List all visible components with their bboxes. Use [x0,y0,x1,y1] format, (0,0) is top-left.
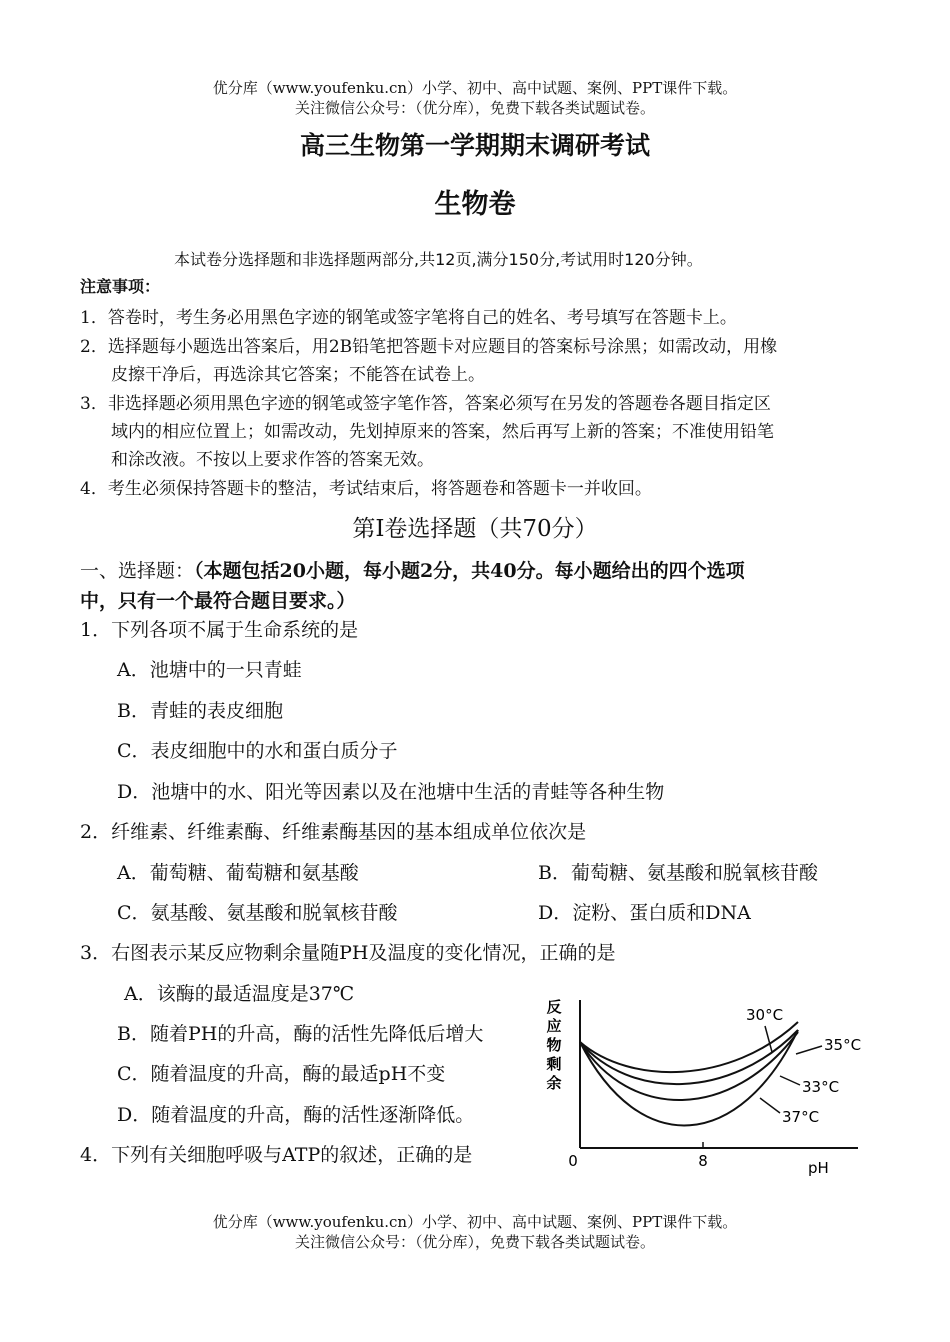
note-item: 和涂改液。不按以上要求作答的答案无效。 [111,450,434,470]
question-option: B．葡萄糖、氨基酸和脱氧核苷酸 [538,862,818,884]
section-title: 第Ⅰ卷选择题（共70分） [352,516,598,542]
part-description-cont: 中，只有一个最符合题目要求。） [80,590,356,612]
series-label: 37°C [782,1108,820,1126]
question-option: C．氨基酸、氨基酸和脱氧核苷酸 [117,902,398,924]
question-option: D．池塘中的水、阳光等因素以及在池塘中生活的青蛙等各种生物 [117,781,665,803]
chart-ylabel [546,998,561,1092]
curve-35c [580,1030,798,1084]
question-stem: 1．下列各项不属于生命系统的是 [80,619,359,641]
x-tick-label: 8 [698,1152,708,1170]
footer-line-2: 关注微信公众号：（优分库），免费下载各类试题试卷。 [294,1233,655,1251]
leader-33c [780,1076,800,1085]
x-tick-label: 0 [568,1152,578,1170]
question-option: C．随着温度的升高，酶的最适pH不变 [117,1063,446,1085]
leader-35c [796,1046,822,1054]
note-item: 域内的相应位置上；如需改动，先划掉原来的答案，然后再写上新的答案；不准使用铅笔 [111,422,774,442]
question-option: B．青蛙的表皮细胞 [117,700,283,722]
question-option: A．池塘中的一只青蛙 [117,659,302,681]
enzyme-chart [540,990,880,1180]
ylabel-char: 物 [546,1036,562,1054]
note-item: 皮擦干净后，再选涂其它答案；不能答在试卷上。 [111,365,485,385]
header-line-2: 关注微信公众号：（优分库），免费下载各类试题试卷。 [294,99,655,117]
note-item: 1．答卷时，考生务必用黑色字迹的钢笔或签字笔将自己的姓名、考号填写在答题卡上。 [80,308,737,328]
page-title: 高三生物第一学期期末调研考试 [299,131,650,160]
leader-37c [760,1098,780,1113]
exam-intro: 本试卷分选择题和非选择题两部分,共12页,满分150分,考试用时120分钟。 [174,250,703,269]
question-option: A．葡萄糖、葡萄糖和氨基酸 [117,862,359,884]
x-axis-label: pH [808,1159,829,1177]
question-option: B．随着PH的升高，酶的活性先降低后增大 [117,1023,484,1045]
question-option: D．淀粉、蛋白质和DNA [538,902,751,924]
footer-line-1: 优分库（www.youfenku.cn）小学、初中、高中试题、案例、PPT课件下载。 [212,1213,738,1231]
series-label: 30°C [746,1006,784,1024]
notes-heading: 注意事项： [80,277,161,296]
series-label: 35°C [824,1036,862,1054]
note-item: 2．选择题每小题选出答案后，用2B铅笔把答题卡对应题目的答案标号涂黑；如需改动，用橡 [80,337,778,357]
ylabel-char: 应 [546,1017,562,1035]
question-stem: 4．下列有关细胞呼吸与ATP的叙述，正确的是 [80,1144,473,1166]
question-stem: 2．纤维素、纤维素酶、纤维素酶基因的基本组成单位依次是 [80,821,587,843]
leader-30c [765,1026,772,1052]
part-label [80,556,745,583]
question-option: D．随着温度的升高，酶的活性逐渐降低。 [117,1104,475,1126]
part-description: （本题包括20小题，每小题2分，共40分。每小题给出的四个选项 [194,560,745,582]
part-label-text: 一、选择题： [80,560,195,582]
ylabel-char: 剩 [546,1055,562,1073]
ylabel-char: 余 [546,1074,562,1092]
question-stem: 3．右图表示某反应物剩余量随PH及温度的变化情况，正确的是 [80,942,616,964]
note-item: 3．非选择题必须用黑色字迹的钢笔或签字笔作答，答案必须写在另发的答题卷各题目指定区 [80,394,771,414]
note-item: 4．考生必须保持答题卡的整洁，考试结束后，将答题卷和答题卡一并收回。 [80,479,652,499]
question-option: A．该酶的最适温度是37℃ [124,983,355,1005]
header-line-1: 优分库（www.youfenku.cn）小学、初中、高中试题、案例、PPT课件下载。 [212,79,738,97]
page-subtitle: 生物卷 [434,189,516,220]
question-option: C．表皮细胞中的水和蛋白质分子 [117,740,398,762]
series-label: 33°C [802,1078,840,1096]
ylabel-char: 反 [546,998,562,1016]
